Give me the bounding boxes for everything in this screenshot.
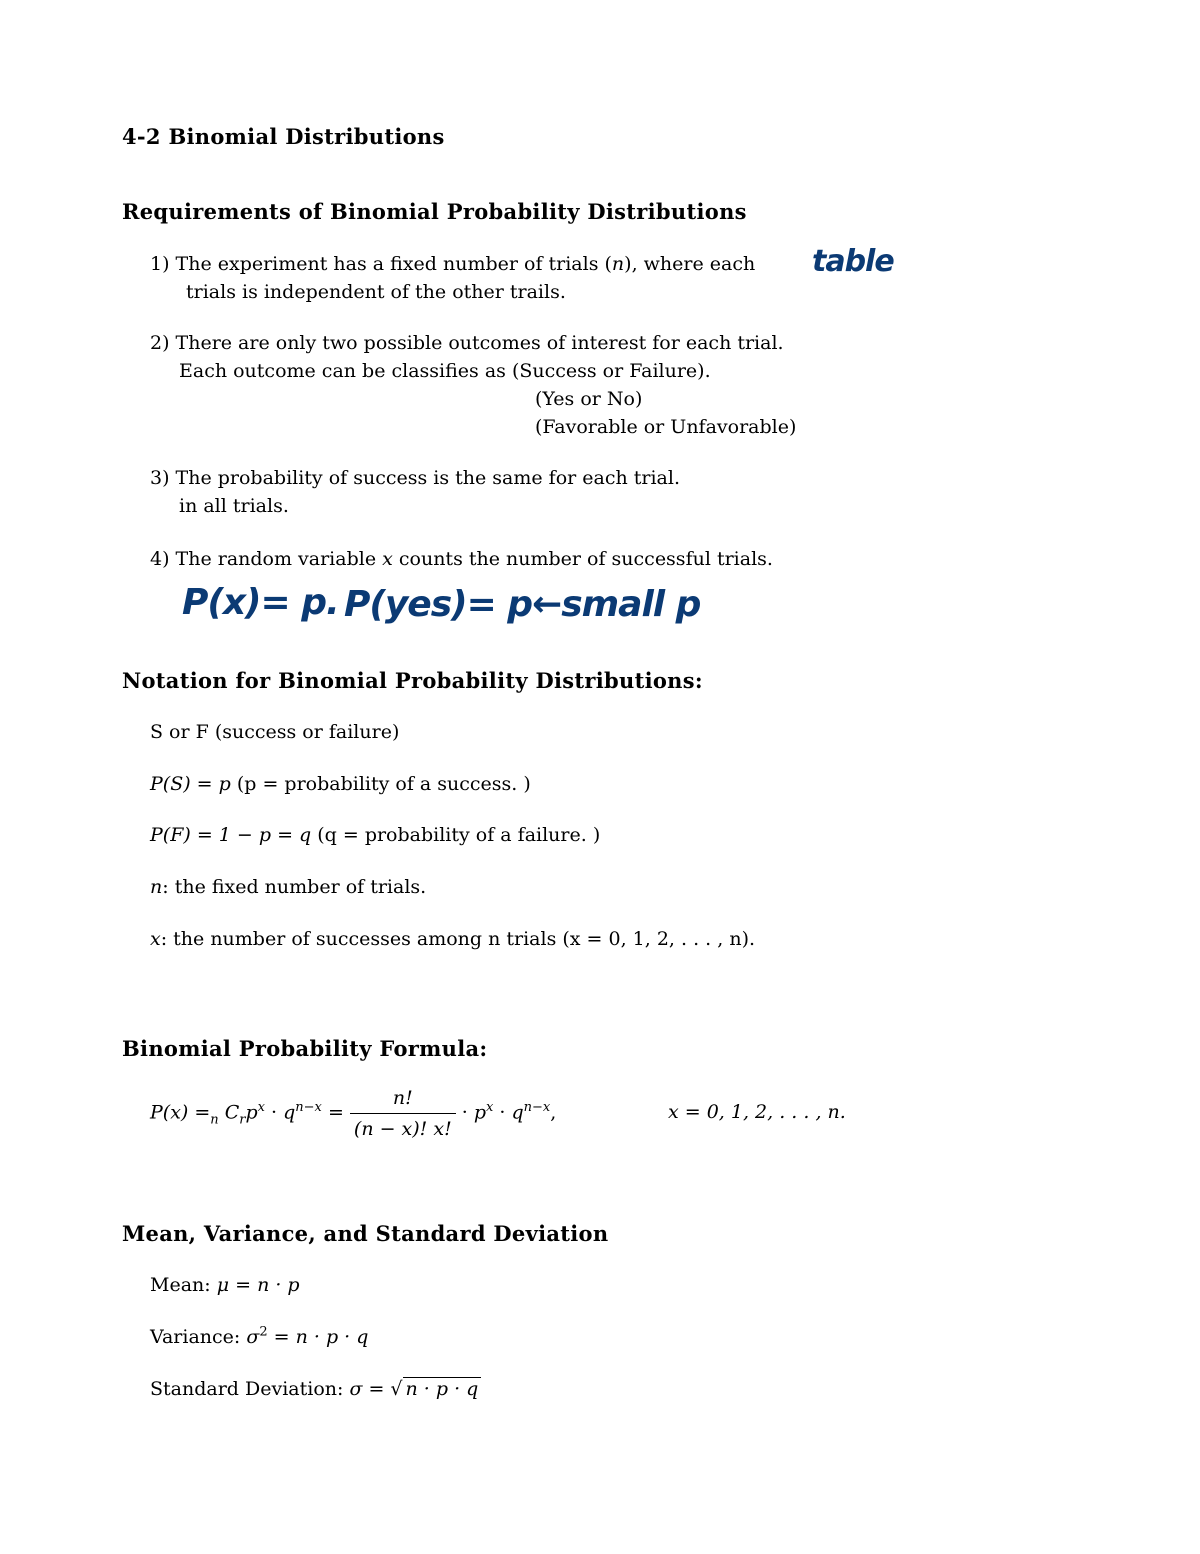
requirement-1-line-1: 1) The experiment has a fixed number of trials (n), where each [150, 253, 756, 275]
radical-sign: √ [390, 1378, 403, 1400]
notation-heading: Notation for Binomial Probability Distributions: [122, 668, 703, 693]
variance-line: Variance: $\sigma^2 = n \cdot p \cdot q$ [150, 1324, 369, 1348]
requirement-2-line-2: Each outcome can be classifies as (Success or Failure). [179, 360, 711, 382]
mean-line: Mean: μ = n · p [150, 1274, 300, 1296]
radicand: n · p · q [403, 1377, 482, 1400]
stats-heading: Mean, Variance, and Standard Deviation [122, 1221, 609, 1246]
formula-range: x = 0, 1, 2, . . . , n. [668, 1101, 846, 1123]
notation-line-5: x: the number of successes among n trials (x = 0, 1, 2, . . . , n). [150, 928, 756, 950]
standard-deviation-line: Standard Deviation: σ = √ n · p · q [150, 1378, 481, 1400]
fraction-numerator: n! [350, 1085, 456, 1114]
requirements-heading: Requirements of Binomial Probability Distributions [122, 199, 747, 224]
formula-fraction [350, 1085, 456, 1142]
binomial-formula: $P(x) =_n$ $C_rp^x \cdot q^{n-x}$ = $\frac{n!}{(n - x)! x!}$ · $p^x \cdot q^{n-x}$, [150, 1087, 557, 1140]
requirement-4: 4) The random variable x counts the number of successful trials. [150, 548, 773, 570]
handwritten-px-note: P(x)= p. [182, 582, 339, 623]
requirement-3-line-1: 3) The probability of success is the same for each trial. [150, 467, 680, 489]
handwritten-pyes-note: P(yes)= p←small p [344, 584, 701, 625]
notation-line-2: P(S) = p (p = probability of a success. ) [150, 773, 531, 795]
page-title: 4-2 Binomial Distributions [122, 124, 445, 149]
formula-heading: Binomial Probability Formula: [122, 1036, 488, 1061]
requirement-3-line-2: in all trials. [179, 495, 289, 517]
requirement-1-line-2: trials is independent of the other trails. [186, 281, 566, 303]
requirement-2-line-1: 2) There are only two possible outcomes of interest for each trial. [150, 332, 784, 354]
handwritten-table-note: table [812, 244, 894, 279]
notation-line-1: S or F (success or failure) [150, 721, 400, 743]
notation-line-4: n: the fixed number of trials. [150, 876, 427, 898]
fraction-denominator: (n − x)! x! [353, 1118, 452, 1140]
requirement-2-line-3: (Yes or No) [535, 388, 643, 410]
notation-line-3: P(F) = 1 − p = q (q = probability of a failure. ) [150, 824, 601, 846]
requirement-2-line-4: (Favorable or Unfavorable) [535, 416, 797, 438]
